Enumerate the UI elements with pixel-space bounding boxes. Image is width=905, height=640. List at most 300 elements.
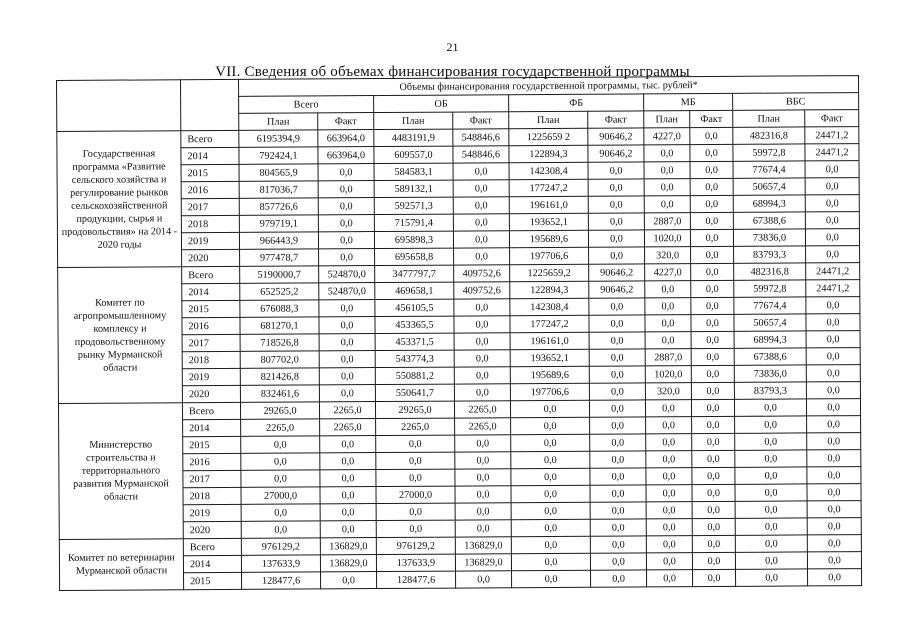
value-cell: 0,0 bbox=[645, 315, 691, 332]
value-cell: 68994,3 bbox=[733, 195, 805, 212]
value-cell: 1225659 2 bbox=[509, 128, 588, 145]
value-cell: 0,0 bbox=[453, 163, 509, 180]
value-cell: 0,0 bbox=[690, 127, 733, 144]
value-cell: 469658,1 bbox=[375, 282, 454, 299]
value-cell: 0,0 bbox=[455, 435, 511, 452]
value-cell: 0,0 bbox=[807, 467, 861, 484]
value-cell: 0,0 bbox=[510, 400, 589, 417]
value-cell: 0,0 bbox=[511, 502, 590, 519]
subject-name: Министерство строительства и территориального развития Мурманской области bbox=[58, 403, 183, 540]
value-cell: 0,0 bbox=[454, 299, 510, 316]
value-cell: 0,0 bbox=[454, 350, 510, 367]
value-cell: 0,0 bbox=[589, 315, 645, 332]
value-cell: 0,0 bbox=[318, 164, 374, 181]
value-cell: 142308,4 bbox=[510, 298, 589, 315]
value-cell: 0,0 bbox=[376, 469, 455, 486]
value-cell: 0,0 bbox=[806, 365, 860, 382]
value-cell: 857726,6 bbox=[239, 198, 318, 215]
value-cell: 0,0 bbox=[590, 502, 646, 519]
value-cell: 320,0 bbox=[645, 383, 691, 400]
value-cell: 128477,6 bbox=[242, 572, 321, 589]
value-cell: 977478,7 bbox=[240, 249, 319, 266]
value-cell: 0,0 bbox=[735, 535, 807, 552]
value-cell: 0,0 bbox=[691, 263, 734, 280]
year-cell: 2015 bbox=[182, 300, 240, 317]
header-blank-year bbox=[181, 79, 239, 130]
value-cell: 24471,2 bbox=[805, 144, 859, 161]
value-cell: 136829,0 bbox=[320, 555, 376, 572]
value-cell: 0,0 bbox=[735, 518, 807, 535]
value-cell: 122894,3 bbox=[510, 281, 589, 298]
value-cell: 0,0 bbox=[808, 569, 862, 586]
value-cell: 0,0 bbox=[690, 161, 733, 178]
value-cell: 195689,6 bbox=[510, 366, 589, 383]
value-cell: 0,0 bbox=[693, 569, 736, 586]
value-cell: 524870,0 bbox=[319, 283, 375, 300]
value-cell: 196161,0 bbox=[510, 332, 589, 349]
value-cell: 0,0 bbox=[692, 484, 735, 501]
value-cell: 0,0 bbox=[691, 297, 734, 314]
value-cell: 0,0 bbox=[319, 385, 375, 402]
value-cell: 0,0 bbox=[690, 229, 733, 246]
value-cell: 0,0 bbox=[320, 436, 376, 453]
value-cell: 0,0 bbox=[735, 416, 807, 433]
value-cell: 196161,0 bbox=[509, 196, 588, 213]
value-cell: 0,0 bbox=[691, 246, 734, 263]
value-cell: 1225659,2 bbox=[510, 264, 589, 281]
value-cell: 0,0 bbox=[455, 469, 511, 486]
value-cell: 0,0 bbox=[320, 521, 376, 538]
value-cell: 652525,2 bbox=[240, 283, 319, 300]
value-cell: 136829,0 bbox=[455, 537, 511, 554]
value-cell: 0,0 bbox=[319, 249, 375, 266]
year-cell: 2014 bbox=[183, 555, 241, 572]
value-cell: 6195394,9 bbox=[239, 130, 318, 147]
value-cell: 0,0 bbox=[691, 399, 734, 416]
value-cell: 0,0 bbox=[691, 331, 734, 348]
value-cell: 0,0 bbox=[454, 333, 510, 350]
value-cell: 0,0 bbox=[807, 450, 861, 467]
header-group-total: Всего bbox=[239, 96, 374, 114]
value-cell: 0,0 bbox=[590, 417, 646, 434]
value-cell: 0,0 bbox=[512, 570, 591, 587]
value-cell: 0,0 bbox=[806, 314, 860, 331]
value-cell: 0,0 bbox=[511, 417, 590, 434]
value-cell: 136829,0 bbox=[455, 554, 511, 571]
value-cell: 0,0 bbox=[691, 280, 734, 297]
value-cell: 0,0 bbox=[692, 450, 735, 467]
year-cell: 2016 bbox=[181, 181, 239, 198]
value-cell: 0,0 bbox=[455, 452, 511, 469]
value-cell: 83793,3 bbox=[734, 382, 806, 399]
value-cell: 67388,6 bbox=[733, 212, 805, 229]
value-cell: 0,0 bbox=[690, 178, 733, 195]
value-cell: 0,0 bbox=[735, 467, 807, 484]
value-cell: 0,0 bbox=[692, 518, 735, 535]
value-cell: 320,0 bbox=[645, 247, 691, 264]
value-cell: 0,0 bbox=[692, 416, 735, 433]
header-fact: Факт bbox=[453, 112, 509, 129]
financing-table-container bbox=[56, 75, 861, 591]
value-cell: 177247,2 bbox=[510, 315, 589, 332]
value-cell: 409752,6 bbox=[454, 282, 510, 299]
value-cell: 29265,0 bbox=[240, 402, 319, 419]
value-cell: 0,0 bbox=[453, 214, 509, 231]
value-cell: 0,0 bbox=[805, 161, 859, 178]
value-cell: 197706,6 bbox=[510, 383, 589, 400]
value-cell: 24471,2 bbox=[806, 280, 860, 297]
value-cell: 0,0 bbox=[318, 232, 374, 249]
value-cell: 4227,0 bbox=[644, 128, 690, 145]
value-cell: 77674,4 bbox=[734, 297, 806, 314]
header-group-ob: ОБ bbox=[374, 95, 509, 113]
year-cell: 2018 bbox=[182, 351, 240, 368]
value-cell: 0,0 bbox=[588, 230, 644, 247]
value-cell: 832461,6 bbox=[240, 385, 319, 402]
value-cell: 67388,6 bbox=[734, 348, 806, 365]
value-cell: 0,0 bbox=[511, 468, 590, 485]
value-cell: 0,0 bbox=[646, 417, 692, 434]
value-cell: 695898,3 bbox=[374, 231, 453, 248]
value-cell: 695658,8 bbox=[375, 248, 454, 265]
value-cell: 456105,5 bbox=[375, 299, 454, 316]
value-cell: 0,0 bbox=[511, 451, 590, 468]
value-cell: 0,0 bbox=[588, 162, 644, 179]
value-cell: 0,0 bbox=[241, 504, 320, 521]
header-plan: План bbox=[239, 113, 318, 130]
value-cell: 718526,8 bbox=[240, 334, 319, 351]
value-cell: 584583,1 bbox=[374, 163, 453, 180]
year-cell: 2015 bbox=[181, 164, 239, 181]
value-cell: 0,0 bbox=[319, 317, 375, 334]
value-cell: 0,0 bbox=[645, 298, 691, 315]
value-cell: 50657,4 bbox=[734, 314, 806, 331]
value-cell: 0,0 bbox=[376, 452, 455, 469]
value-cell: 676088,3 bbox=[240, 300, 319, 317]
value-cell: 0,0 bbox=[454, 367, 510, 384]
header-plan: План bbox=[733, 110, 805, 127]
header-group-mb: МБ bbox=[644, 93, 733, 111]
value-cell: 0,0 bbox=[589, 349, 645, 366]
value-cell: 0,0 bbox=[734, 399, 806, 416]
value-cell: 0,0 bbox=[590, 485, 646, 502]
header-plan: План bbox=[644, 111, 690, 128]
value-cell: 592571,3 bbox=[374, 197, 453, 214]
value-cell: 548846,6 bbox=[453, 146, 509, 163]
header-group-vbs: ВБС bbox=[733, 93, 859, 111]
value-cell: 1020,0 bbox=[645, 366, 691, 383]
value-cell: 0,0 bbox=[807, 416, 861, 433]
value-cell: 0,0 bbox=[691, 382, 734, 399]
value-cell: 0,0 bbox=[806, 348, 860, 365]
value-cell: 0,0 bbox=[590, 451, 646, 468]
value-cell: 0,0 bbox=[588, 213, 644, 230]
year-cell: 2015 bbox=[184, 572, 242, 589]
value-cell: 27000,0 bbox=[376, 486, 455, 503]
value-cell: 59972,8 bbox=[733, 144, 805, 161]
value-cell: 90646,2 bbox=[589, 264, 645, 281]
year-cell: 2016 bbox=[183, 453, 241, 470]
value-cell: 0,0 bbox=[590, 468, 646, 485]
value-cell: 128477,6 bbox=[377, 571, 456, 588]
header-fact: Факт bbox=[588, 111, 644, 128]
value-cell: 0,0 bbox=[644, 145, 690, 162]
value-cell: 0,0 bbox=[690, 212, 733, 229]
value-cell: 0,0 bbox=[645, 400, 691, 417]
value-cell: 0,0 bbox=[320, 504, 376, 521]
value-cell: 0,0 bbox=[692, 467, 735, 484]
value-cell: 0,0 bbox=[318, 181, 374, 198]
value-cell: 0,0 bbox=[644, 162, 690, 179]
year-cell: 2017 bbox=[182, 334, 240, 351]
value-cell: 197706,6 bbox=[510, 247, 589, 264]
year-cell: 2019 bbox=[182, 368, 240, 385]
table-body bbox=[57, 127, 862, 591]
value-cell: 0,0 bbox=[646, 519, 692, 536]
year-cell: 2020 bbox=[182, 385, 240, 402]
value-cell: 804565,9 bbox=[239, 164, 318, 181]
value-cell: 0,0 bbox=[807, 484, 861, 501]
value-cell: 817036,7 bbox=[239, 181, 318, 198]
value-cell: 0,0 bbox=[589, 247, 645, 264]
financing-table bbox=[56, 75, 862, 591]
header-fact: Факт bbox=[805, 110, 859, 127]
value-cell: 548846,6 bbox=[453, 129, 509, 146]
value-cell: 2265,0 bbox=[241, 419, 320, 436]
value-cell: 59972,8 bbox=[734, 280, 806, 297]
value-cell: 0,0 bbox=[320, 470, 376, 487]
value-cell: 0,0 bbox=[454, 384, 510, 401]
value-cell: 0,0 bbox=[588, 196, 644, 213]
value-cell: 0,0 bbox=[590, 519, 646, 536]
header-group-fb: ФБ bbox=[509, 94, 644, 112]
value-cell: 0,0 bbox=[805, 212, 859, 229]
value-cell: 0,0 bbox=[807, 552, 861, 569]
value-cell: 2887,0 bbox=[644, 213, 690, 230]
value-cell: 0,0 bbox=[589, 400, 645, 417]
value-cell: 0,0 bbox=[376, 503, 455, 520]
value-cell: 409752,6 bbox=[454, 265, 510, 282]
value-cell: 0,0 bbox=[646, 536, 692, 553]
year-cell: 2017 bbox=[183, 470, 241, 487]
value-cell: 0,0 bbox=[453, 231, 509, 248]
header-plan: План bbox=[509, 111, 588, 128]
value-cell: 50657,4 bbox=[733, 178, 805, 195]
value-cell: 589132,1 bbox=[374, 180, 453, 197]
value-cell: 195689,6 bbox=[509, 230, 588, 247]
value-cell: 0,0 bbox=[455, 486, 511, 503]
value-cell: 482316,8 bbox=[733, 127, 805, 144]
value-cell: 550881,2 bbox=[375, 367, 454, 384]
value-cell: 0,0 bbox=[319, 300, 375, 317]
value-cell: 453371,5 bbox=[375, 333, 454, 350]
value-cell: 0,0 bbox=[805, 195, 859, 212]
value-cell: 4483191,9 bbox=[374, 129, 453, 146]
value-cell: 543774,3 bbox=[375, 350, 454, 367]
value-cell: 29265,0 bbox=[375, 401, 454, 418]
value-cell: 0,0 bbox=[454, 316, 510, 333]
value-cell: 2265,0 bbox=[454, 401, 510, 418]
value-cell: 0,0 bbox=[590, 536, 646, 553]
value-cell: 0,0 bbox=[319, 351, 375, 368]
value-cell: 0,0 bbox=[590, 553, 646, 570]
value-cell: 0,0 bbox=[806, 246, 860, 263]
value-cell: 0,0 bbox=[692, 535, 735, 552]
value-cell: 0,0 bbox=[735, 450, 807, 467]
header-blank-subject bbox=[57, 80, 181, 132]
value-cell: 663964,0 bbox=[318, 147, 374, 164]
value-cell: 715791,4 bbox=[374, 214, 453, 231]
value-cell: 0,0 bbox=[455, 503, 511, 520]
value-cell: 0,0 bbox=[320, 487, 376, 504]
value-cell: 0,0 bbox=[318, 198, 374, 215]
subject-name: Комитет по агропромышленному комплексу и продовольственному рынку Мурманской области bbox=[58, 267, 183, 404]
header-plan: План bbox=[374, 112, 453, 129]
value-cell: 0,0 bbox=[589, 366, 645, 383]
subject-name: Комитет по ветеринарии Мурманской области bbox=[59, 539, 183, 591]
value-cell: 142308,4 bbox=[509, 162, 588, 179]
year-cell: 2020 bbox=[183, 521, 241, 538]
value-cell: 0,0 bbox=[241, 521, 320, 538]
value-cell: 0,0 bbox=[644, 179, 690, 196]
value-cell: 2887,0 bbox=[645, 349, 691, 366]
value-cell: 0,0 bbox=[241, 436, 320, 453]
value-cell: 0,0 bbox=[806, 382, 860, 399]
value-cell: 0,0 bbox=[589, 298, 645, 315]
value-cell: 0,0 bbox=[806, 297, 860, 314]
value-cell: 0,0 bbox=[646, 485, 692, 502]
value-cell: 976129,2 bbox=[241, 538, 320, 555]
value-cell: 0,0 bbox=[692, 433, 735, 450]
value-cell: 0,0 bbox=[645, 281, 691, 298]
year-cell: 2019 bbox=[183, 504, 241, 521]
value-cell: 0,0 bbox=[805, 178, 859, 195]
value-cell: 0,0 bbox=[692, 552, 735, 569]
year-cell: 2019 bbox=[181, 232, 239, 249]
value-cell: 0,0 bbox=[511, 434, 590, 451]
value-cell: 0,0 bbox=[646, 553, 692, 570]
value-cell: 0,0 bbox=[318, 215, 374, 232]
value-cell: 73836,0 bbox=[733, 229, 805, 246]
value-cell: 27000,0 bbox=[241, 487, 320, 504]
value-cell: 0,0 bbox=[691, 314, 734, 331]
value-cell: 792424,1 bbox=[239, 147, 318, 164]
value-cell: 0,0 bbox=[511, 519, 590, 536]
value-cell: 3477797,7 bbox=[375, 265, 454, 282]
value-cell: 90646,2 bbox=[588, 145, 644, 162]
value-cell: 136829,0 bbox=[320, 538, 376, 555]
value-cell: 0,0 bbox=[511, 536, 590, 553]
value-cell: 0,0 bbox=[646, 451, 692, 468]
value-cell: 0,0 bbox=[690, 195, 733, 212]
value-cell: 524870,0 bbox=[319, 266, 375, 283]
value-cell: 193652,1 bbox=[509, 213, 588, 230]
value-cell: 0,0 bbox=[321, 572, 377, 589]
value-cell: 0,0 bbox=[646, 502, 692, 519]
value-cell: 0,0 bbox=[692, 501, 735, 518]
value-cell: 0,0 bbox=[805, 229, 859, 246]
value-cell: 807702,0 bbox=[240, 351, 319, 368]
value-cell: 0,0 bbox=[807, 535, 861, 552]
value-cell: 0,0 bbox=[241, 470, 320, 487]
value-cell: 681270,1 bbox=[240, 317, 319, 334]
year-cell: 2020 bbox=[182, 249, 240, 266]
header-volumes: Объемы финансирования государственной программы, тыс. рублей* bbox=[238, 76, 858, 97]
value-cell: 821426,8 bbox=[240, 368, 319, 385]
value-cell: 0,0 bbox=[456, 571, 512, 588]
value-cell: 193652,1 bbox=[510, 349, 589, 366]
value-cell: 0,0 bbox=[319, 334, 375, 351]
value-cell: 0,0 bbox=[807, 518, 861, 535]
value-cell: 0,0 bbox=[735, 501, 807, 518]
value-cell: 177247,2 bbox=[509, 179, 588, 196]
value-cell: 0,0 bbox=[735, 552, 807, 569]
value-cell: 0,0 bbox=[646, 468, 692, 485]
value-cell: 90646,2 bbox=[589, 281, 645, 298]
value-cell: 2265,0 bbox=[320, 419, 376, 436]
value-cell: 0,0 bbox=[454, 248, 510, 265]
value-cell: 979719,1 bbox=[239, 215, 318, 232]
year-cell: 2014 bbox=[182, 283, 240, 300]
subject-name: Государственная программа «Развитие сельского хозяйства и регулирование рынков сельскохозяйственной продукции, сырья и продовольствия» на 2014 - 2020 годы bbox=[57, 131, 182, 268]
value-cell: 0,0 bbox=[376, 520, 455, 537]
value-cell: 0,0 bbox=[807, 501, 861, 518]
value-cell: 0,0 bbox=[453, 180, 509, 197]
value-cell: 0,0 bbox=[589, 383, 645, 400]
value-cell: 1020,0 bbox=[644, 230, 690, 247]
value-cell: 0,0 bbox=[736, 569, 808, 586]
year-cell: Всего bbox=[182, 266, 240, 283]
value-cell: 137633,9 bbox=[241, 555, 320, 572]
value-cell: 0,0 bbox=[589, 332, 645, 349]
value-cell: 609557,0 bbox=[374, 146, 453, 163]
year-cell: 2015 bbox=[183, 436, 241, 453]
value-cell: 24471,2 bbox=[805, 127, 859, 144]
value-cell: 0,0 bbox=[735, 433, 807, 450]
value-cell: 137633,9 bbox=[376, 554, 455, 571]
year-cell: 2018 bbox=[181, 215, 239, 232]
year-cell: 2016 bbox=[182, 317, 240, 334]
value-cell: 4227,0 bbox=[645, 264, 691, 281]
value-cell: 24471,2 bbox=[806, 263, 860, 280]
value-cell: 0,0 bbox=[455, 520, 511, 537]
header-fact: Факт bbox=[318, 113, 374, 130]
value-cell: 0,0 bbox=[376, 435, 455, 452]
value-cell: 0,0 bbox=[591, 570, 647, 587]
value-cell: 453365,5 bbox=[375, 316, 454, 333]
value-cell: 0,0 bbox=[647, 570, 693, 587]
header-fact: Факт bbox=[690, 110, 733, 127]
document-title: VII. Сведения об объемах финансирования государственной программы bbox=[215, 64, 690, 80]
year-cell: 2018 bbox=[183, 487, 241, 504]
value-cell: 0,0 bbox=[645, 332, 691, 349]
value-cell: 0,0 bbox=[319, 368, 375, 385]
value-cell: 966443,9 bbox=[239, 232, 318, 249]
value-cell: 0,0 bbox=[644, 196, 690, 213]
value-cell: 77674,4 bbox=[733, 161, 805, 178]
value-cell: 73836,0 bbox=[734, 365, 806, 382]
value-cell: 550641,7 bbox=[375, 384, 454, 401]
value-cell: 976129,2 bbox=[376, 537, 455, 554]
value-cell: 0,0 bbox=[691, 365, 734, 382]
value-cell: 0,0 bbox=[588, 179, 644, 196]
year-cell: Всего bbox=[182, 402, 240, 419]
value-cell: 5190000,7 bbox=[240, 266, 319, 283]
value-cell: 83793,3 bbox=[734, 246, 806, 263]
value-cell: 0,0 bbox=[690, 144, 733, 161]
value-cell: 122894,3 bbox=[509, 145, 588, 162]
value-cell: 0,0 bbox=[590, 434, 646, 451]
